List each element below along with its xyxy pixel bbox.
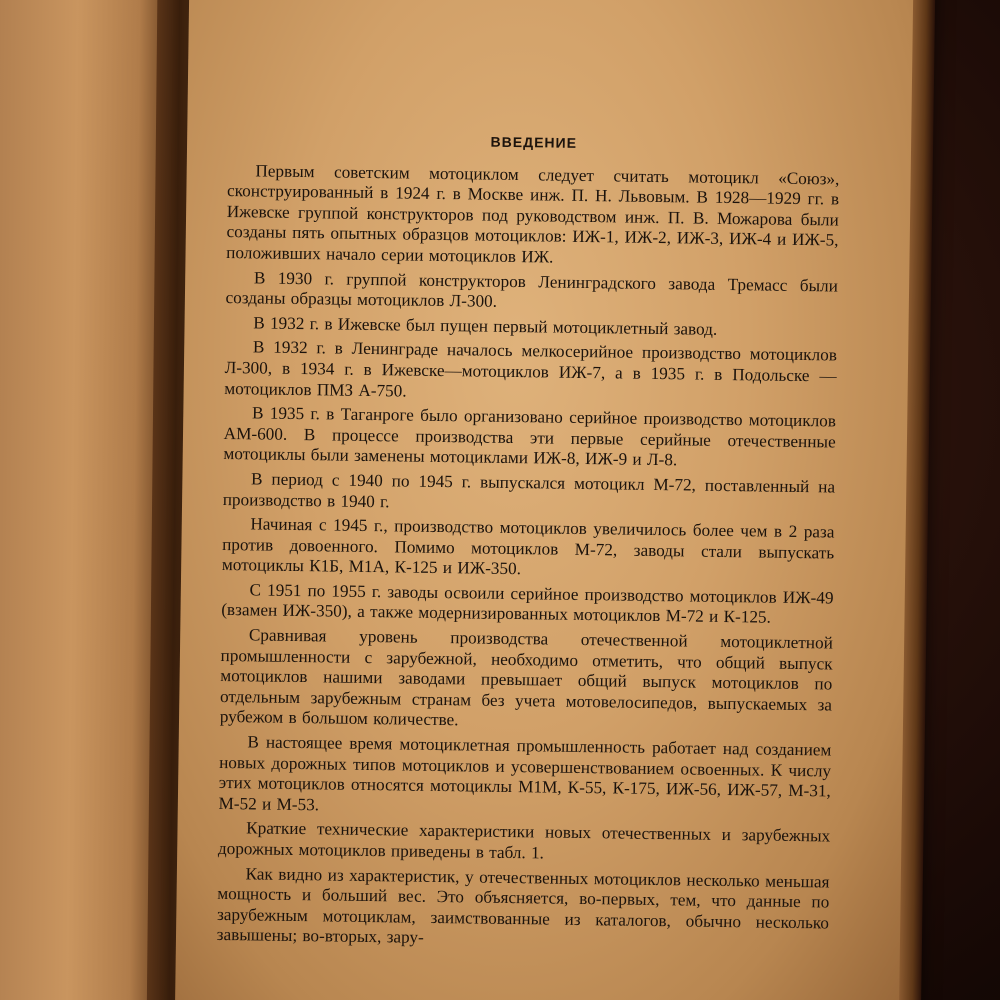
paragraph: В 1930 г. группой конструкторов Ленинградского завода Тремасс были созданы образцы мотоциклов Л-300. <box>225 267 838 311</box>
paragraph: В период с 1940 по 1945 г. выпускался мотоцикл М-72, поставленный на производство в 1940 г. <box>222 469 836 511</box>
paragraph: Сравнивая уровень производства отечественной мотоциклетной промышленности с зарубежной, необходимо отметить, что общий выпуск мотоциклов нашими заводами превышает общий выпуск мотоциклов по отдельным зарубежным странам без учета мотовелосипедов, выпускаемых за рубежом в большом количестве. <box>219 625 834 730</box>
paragraph: В 1932 г. в Ижевске был пущен первый мотоциклетный завод. <box>253 313 718 339</box>
paragraph: Краткие технические характеристики новых отечественных и зарубежных дорожных мотоциклов приведены в табл. 1. <box>217 818 831 863</box>
paragraph: Как видно из характеристик, у отечественных мотоциклов несколько меньшая мощность и больший вес. Это объясняется, во-первых, тем, что данные по зарубежным мотоциклам, заимствованные из каталогов, обычно несколько завышены; во-вторых, зару- <box>216 863 830 948</box>
left-page <box>0 0 171 1000</box>
chapter-heading: ВВЕДЕНИЕ <box>490 133 578 151</box>
paragraph: Первым советским мотоциклом следует считать мотоцикл «Союз», сконструированный в 1924 г. в Москве инж. П. Н. Львовым. В 1928—1929 гг. в Ижевске группой конструкторов под руководством инж. П. В. Можарова были созданы пять опытных образцов мотоциклов: ИЖ-1, ИЖ-2, ИЖ-3, ИЖ-4 и ИЖ-5, положивших начало серии мотоциклов ИЖ. <box>226 160 840 267</box>
paragraph: В 1932 г. в Ленинграде началось мелкосерийное производство мотоциклов Л-300, в 1934 г. в Ижевске—мотоциклов ИЖ-7, а в 1935 г. в Подольске — мотоциклов ПМЗ А-750. <box>224 337 838 401</box>
paragraph: В 1935 г. в Таганроге было организовано серийное производство мотоциклов АМ-600. В процессе производства эти первые серийные отечественные мотоциклы были заменены мотоциклами ИЖ-8, ИЖ-9 и Л-8. <box>223 403 837 470</box>
page-text <box>217 128 840 954</box>
paragraph: Начиная с 1945 г., производство мотоциклов увеличилось более чем в 2 раза против довоенного. Помимо мотоциклов М-72, заводы стали выпускать мотоциклы К1Б, М1А, К-125 и ИЖ-350. <box>221 514 835 579</box>
paragraph: С 1951 по 1955 г. заводы освоили серийное производство мотоциклов ИЖ-49 (взамен ИЖ-350), а также модернизированных мотоциклов М-72 и К-125. <box>221 580 834 628</box>
paragraph: В настоящее время мотоциклетная промышленность работает над созданием новых дорожных типов мотоциклов и усовершенствованием освоенных. К числу этих мотоциклов относятся мотоциклы М1М, К-55, К-175, ИЖ-56, ИЖ-57, М-31, М-52 и М-53. <box>218 732 832 815</box>
